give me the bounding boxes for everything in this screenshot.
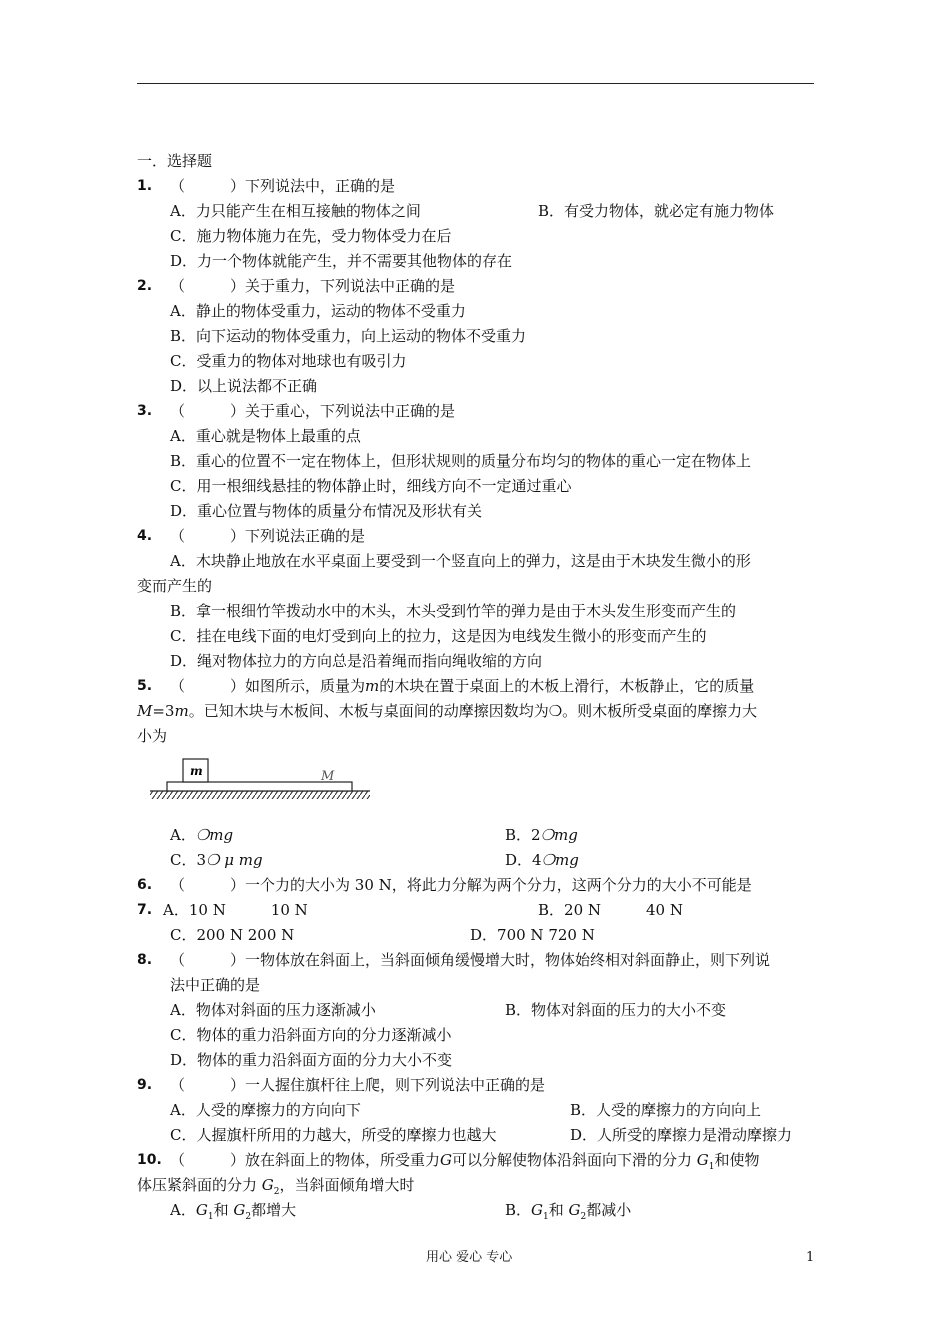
page-number: 1 (806, 1250, 815, 1265)
option-a: A．10 N 10 N (163, 901, 308, 919)
question-stem-continued: 小为 (137, 727, 168, 745)
section-title: 一．选择题 (137, 152, 213, 170)
option-c: C．200 N 200 N (170, 926, 295, 944)
question-stem: （ ）下列说法中，正确的是 (170, 177, 396, 195)
question-number: 10. (137, 1152, 162, 1168)
question-number: 9. (137, 1077, 153, 1093)
option-b: B．有受力物体，就必定有施力物体 (538, 202, 775, 220)
question-stem: （ ）放在斜面上的物体，所受重力G可以分解使物体沿斜面向下滑的分力 $G_1$和使物 (170, 1151, 760, 1172)
option-d: D．物体的重力沿斜面方面的分力大小不变 (170, 1051, 453, 1069)
block-label: m (190, 764, 203, 778)
footer-slogan: 用心 爱心 专心 (426, 1250, 513, 1265)
block-on-board-figure (150, 753, 372, 801)
question-stem: （ ）一个力的大小为 30 N，将此力分解为两个分力，这两个分力的大小不可能是 (170, 876, 752, 894)
question-stem: （ ）关于重力，下列说法中正确的是 (170, 277, 456, 295)
option-a: A．$G_1$和 $G_2$都增大 (170, 1201, 297, 1222)
option-a-continued: 变而产生的 (137, 577, 213, 595)
option-d: D．绳对物体拉力的方向总是沿着绳而指向绳收缩的方向 (170, 652, 543, 670)
option-b: B．向下运动的物体受重力，向上运动的物体不受重力 (170, 327, 527, 345)
question-number: 5. (137, 678, 153, 694)
option-a: A．木块静止地放在水平桌面上要受到一个竖直向上的弹力，这是由于木块发生微小的形 (170, 552, 751, 570)
question-stem-continued: 体压紧斜面的分力 $G_2$，当斜面倾角增大时 (137, 1176, 415, 1197)
option-a: A．❍mg (170, 826, 234, 844)
question-stem: （ ）一物体放在斜面上，当斜面倾角缓慢增大时，物体始终相对斜面静止，则下列说 (170, 951, 771, 969)
question-stem-continued: 法中正确的是 (170, 976, 261, 994)
option-d: D．以上说法都不正确 (170, 377, 318, 395)
option-b: B．人受的摩擦力的方向向上 (570, 1101, 762, 1119)
option-b: B．20 N 40 N (538, 901, 683, 919)
option-c: C．施力物体施力在先，受力物体受力在后 (170, 227, 452, 245)
option-d: D．700 N 720 N (470, 926, 595, 944)
option-c: C．挂在电线下面的电灯受到向上的拉力，这是因为电线发生微小的形变而产生的 (170, 627, 707, 645)
question-number: 2. (137, 278, 153, 294)
question-number: 6. (137, 877, 153, 893)
option-c: C．3❍ μ mg (170, 851, 263, 869)
option-d: D．重心位置与物体的质量分布情况及形状有关 (170, 502, 483, 520)
option-b: B．2❍mg (505, 826, 578, 844)
option-d: D．力一个物体就能产生，并不需要其他物体的存在 (170, 252, 513, 270)
board-label: M (321, 769, 335, 784)
question-number: 7. (137, 902, 153, 918)
option-a: A．力只能产生在相互接触的物体之间 (170, 202, 421, 220)
option-a: A．重心就是物体上最重的点 (170, 427, 361, 445)
header-rule (137, 83, 814, 84)
option-b: B．$G_1$和 $G_2$都减小 (505, 1201, 632, 1222)
option-d: D．4❍mg (505, 851, 579, 869)
question-stem-continued: M=3m。已知木块与木板间、木板与桌面间的动摩擦因数均为❍。则木板所受桌面的摩擦力大 (137, 702, 758, 720)
option-a: A．静止的物体受重力，运动的物体不受重力 (170, 302, 466, 320)
option-b: B．重心的位置不一定在物体上，但形状规则的质量分布均匀的物体的重心一定在物体上 (170, 452, 752, 470)
option-c: C．人握旗杆所用的力越大，所受的摩擦力也越大 (170, 1126, 497, 1144)
question-stem: （ ）一人握住旗杆往上爬，则下列说法中正确的是 (170, 1076, 546, 1094)
question-number: 4. (137, 528, 153, 544)
table-hatching (150, 791, 370, 799)
option-a: A．物体对斜面的压力逐渐减小 (170, 1001, 376, 1019)
question-number: 8. (137, 952, 153, 968)
question-stem: （ ）如图所示，质量为m的木块在置于桌面上的木板上滑行，木板静止，它的质量 (170, 677, 755, 695)
option-b: B．物体对斜面的压力的大小不变 (505, 1001, 727, 1019)
option-d: D．人所受的摩擦力是滑动摩擦力 (570, 1126, 793, 1144)
question-stem: （ ）关于重心，下列说法中正确的是 (170, 402, 456, 420)
question-stem: （ ）下列说法正确的是 (170, 527, 366, 545)
option-c: C．物体的重力沿斜面方向的分力逐渐减小 (170, 1026, 452, 1044)
option-a: A．人受的摩擦力的方向向下 (170, 1101, 361, 1119)
option-c: C．用一根细线悬挂的物体静止时，细线方向不一定通过重心 (170, 477, 572, 495)
option-c: C．受重力的物体对地球也有吸引力 (170, 352, 407, 370)
option-b: B．拿一根细竹竿拨动水中的木头，木头受到竹竿的弹力是由于木头发生形变而产生的 (170, 602, 737, 620)
question-number: 1. (137, 178, 153, 194)
question-number: 3. (137, 403, 153, 419)
